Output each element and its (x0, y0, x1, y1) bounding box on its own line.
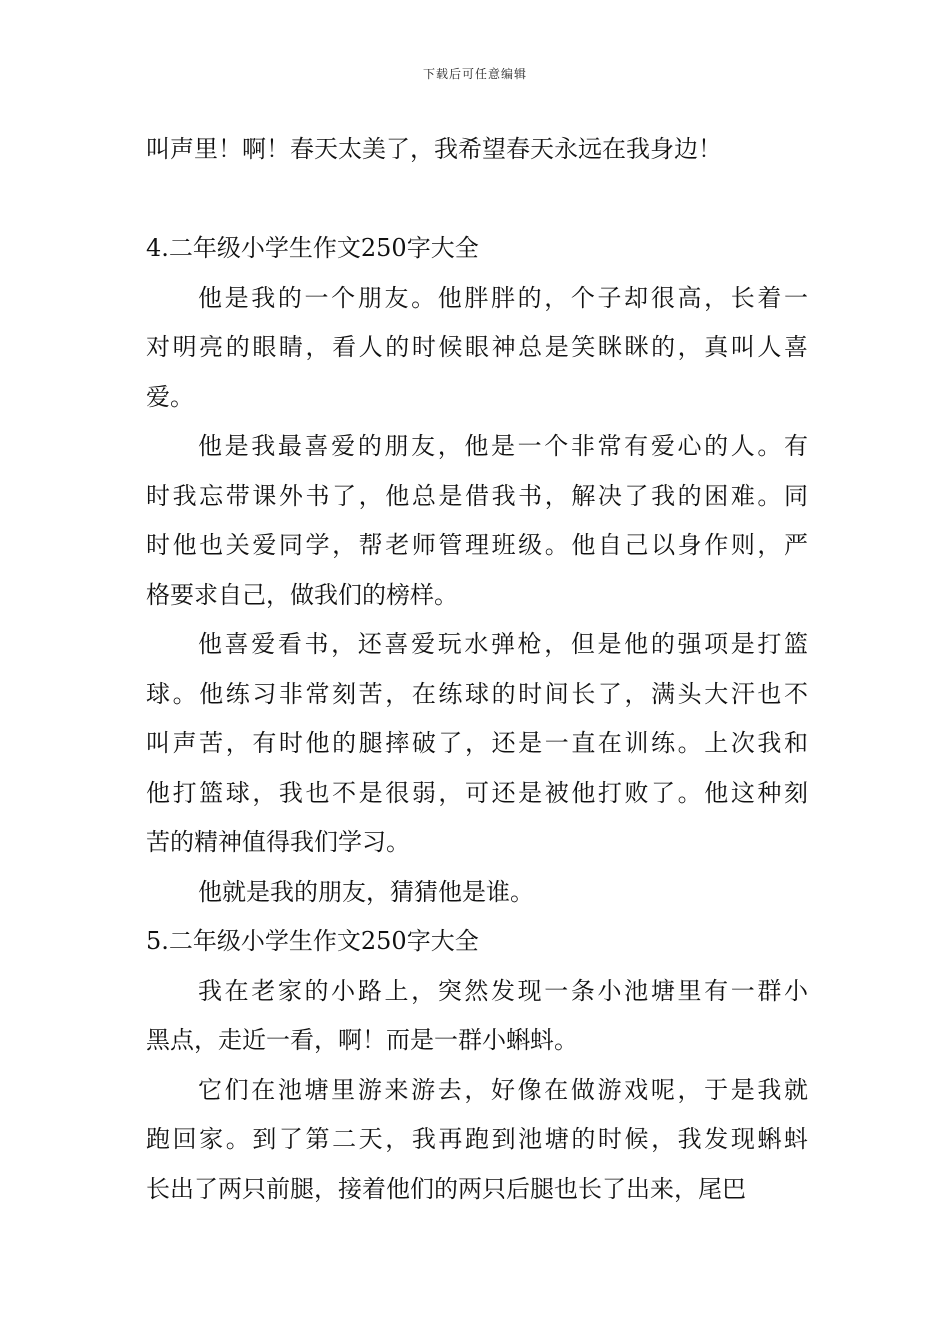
paragraph (146, 1066, 808, 1215)
paragraph-line: 他喜爱看书，还喜爱玩水弹枪，但是他的强项是打篮 (198, 630, 808, 658)
paragraph-line: 我在老家的小路上，突然发现一条小池塘里有一群小 (198, 976, 808, 1005)
paragraph-line: 他打篮球，我也不是很弱，可还是被他打败了。他这种刻 (146, 778, 808, 807)
blank-line (146, 175, 808, 225)
section-heading: 5.二年级小学生作文250字大全 (146, 927, 479, 955)
paragraph-line: 他是我最喜爱的朋友，他是一个非常有爱心的人。有 (198, 432, 808, 460)
paragraph-line: 时我忘带课外书了，他总是借我书，解决了我的困难。同 (146, 481, 808, 510)
paragraph-line: 黑点，走近一看，啊！而是一群小蝌蚪。 (146, 1026, 578, 1054)
page-header: 下载后可任意编辑 (422, 67, 527, 81)
paragraph-line: 对明亮的眼睛，看人的时候眼神总是笑眯眯的，真叫人喜 (146, 333, 808, 361)
paragraph (146, 620, 808, 868)
text-line: 叫声里！啊！春天太美了，我希望春天永远在我身边！ (146, 135, 722, 163)
paragraph-line: 他是我的一个朋友。他胖胖的，个子却很高，长着一 (198, 283, 808, 312)
paragraph-line: 它们在池塘里游来游去，好像在做游戏呢，于是我就 (198, 1075, 808, 1104)
paragraph-line: 长出了两只前腿，接着他们的两只后腿也长了出来，尾巴 (146, 1174, 746, 1203)
paragraph (146, 422, 808, 620)
paragraph (146, 274, 808, 423)
paragraph (146, 868, 808, 918)
document-body (146, 125, 808, 1214)
paragraph-line: 爱。 (146, 382, 194, 411)
paragraph-line: 叫声苦，有时他的腿摔破了，还是一直在训练。上次我和 (146, 729, 808, 757)
paragraph (146, 967, 808, 1066)
section-heading: 4.二年级小学生作文250字大全 (146, 234, 479, 262)
paragraph-line: 格要求自己，做我们的榜样。 (146, 580, 458, 609)
paragraph-line: 时他也关爱同学，帮老师管理班级。他自己以身作则，严 (146, 531, 808, 559)
paragraph-line: 他就是我的朋友，猜猜他是谁。 (198, 877, 534, 906)
paragraph-line: 球。他练习非常刻苦，在练球的时间长了，满头大汗也不 (146, 679, 808, 708)
paragraph-line: 苦的精神值得我们学习。 (146, 828, 410, 856)
paragraph-line: 跑回家。到了第二天，我再跑到池塘的时候，我发现蝌蚪 (146, 1125, 808, 1153)
